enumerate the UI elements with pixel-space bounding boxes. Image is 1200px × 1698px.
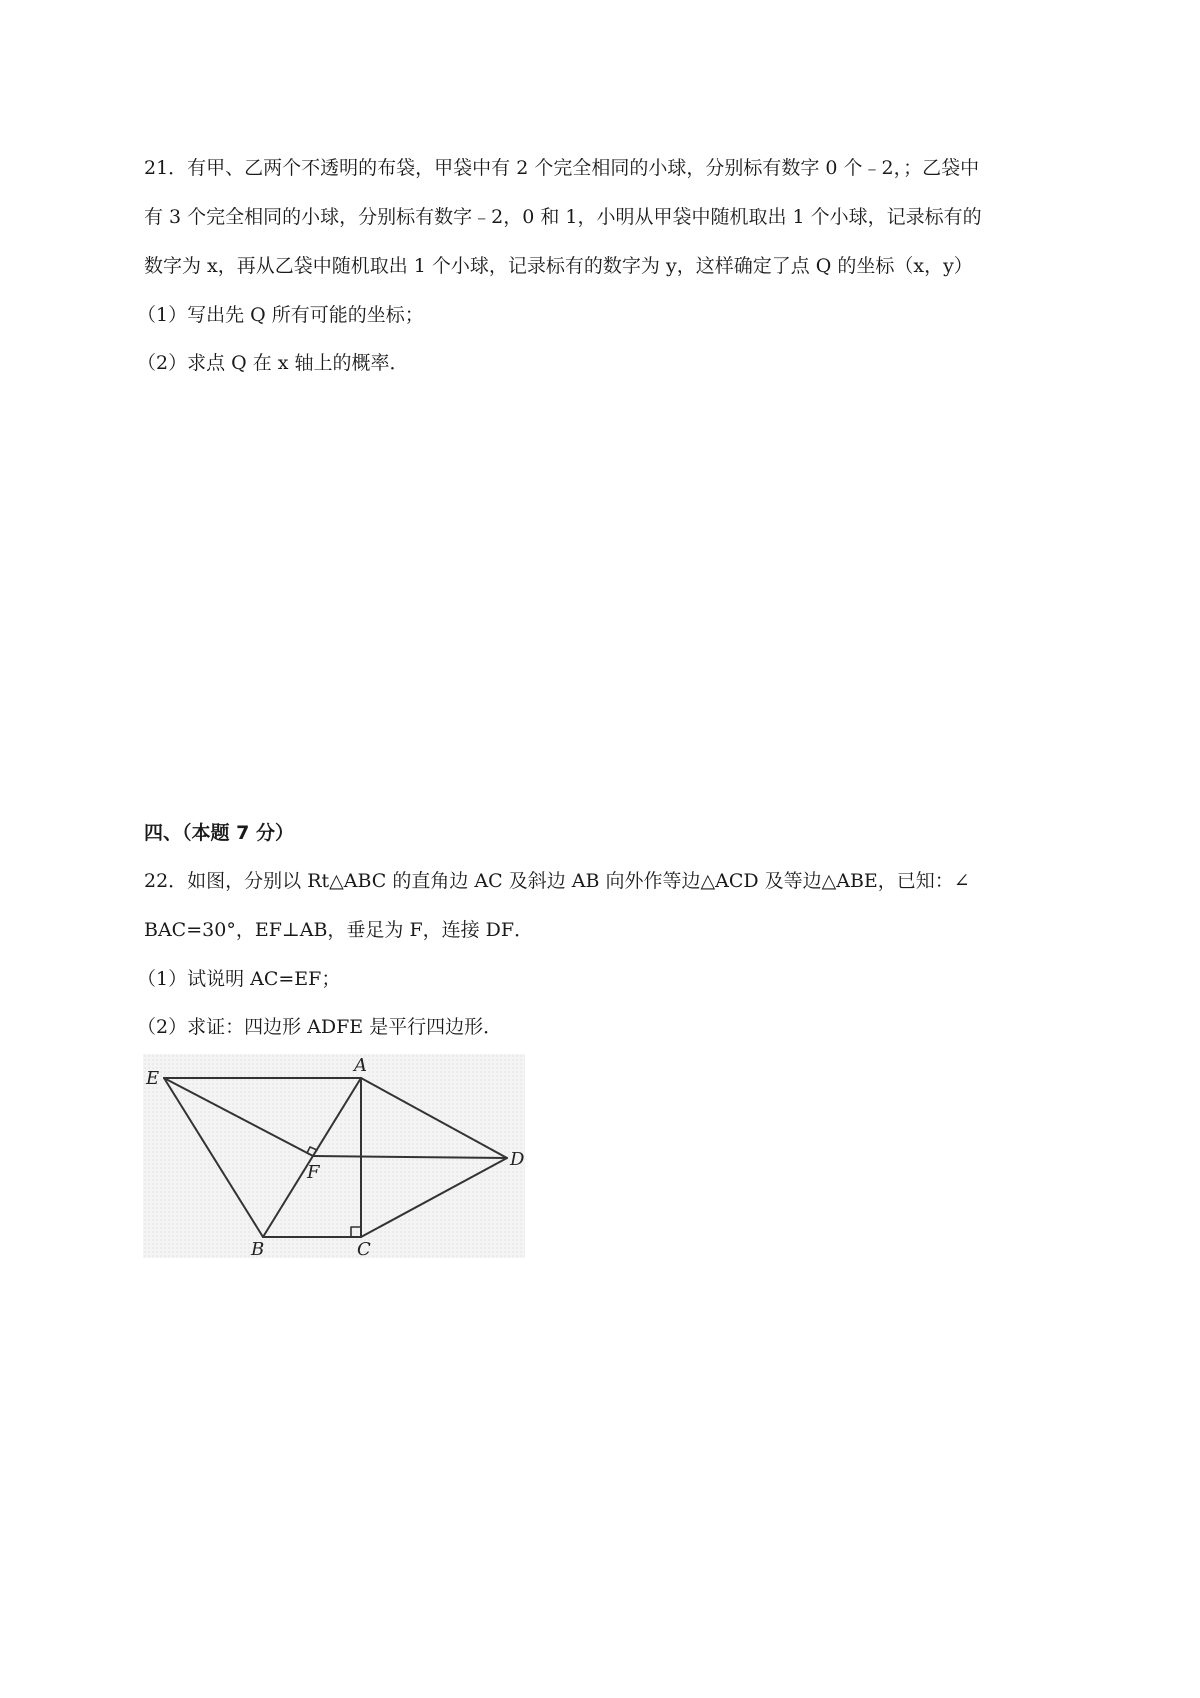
segment-FD xyxy=(313,1156,507,1158)
q22-text-line-1: 22．如图，分别以 Rt△ABC 的直角边 AC 及斜边 AB 向外作等边△ACD 及等边△ABE，已知：∠ xyxy=(144,870,970,892)
right-angle-mark-C xyxy=(351,1227,361,1237)
label-F: F xyxy=(307,1162,320,1183)
q21-part-2: （2）求点 Q 在 x 轴上的概率． xyxy=(137,352,409,374)
q21-text-line-1: 21．有甲、乙两个不透明的布袋，甲袋中有 2 个完全相同的小球，分别标有数字 0 个﹣2，；乙袋中 xyxy=(144,157,980,179)
q21-text-line-3: 数字为 x，再从乙袋中随机取出 1 个小球，记录标有的数字为 y，这样确定了点 Q 的坐标（x，y） xyxy=(144,255,973,277)
q22-part-2: （2）求证：四边形 ADFE 是平行四边形． xyxy=(137,1016,503,1038)
label-D: D xyxy=(510,1149,525,1170)
label-C: C xyxy=(357,1239,371,1258)
label-A: A xyxy=(354,1055,367,1076)
segment-BA xyxy=(263,1078,361,1237)
segment-EF xyxy=(164,1078,313,1156)
geometry-diagram xyxy=(143,1054,525,1258)
q22-part-1: （1）试说明 AC=EF； xyxy=(137,968,341,990)
q22-text-line-2: BAC=30°，EF⊥AB，垂足为 F，连接 DF． xyxy=(144,919,534,941)
label-E: E xyxy=(146,1068,160,1089)
section-4-heading: 四、（本题 7 分） xyxy=(144,822,294,844)
geometry-figure xyxy=(143,1054,525,1258)
label-B: B xyxy=(251,1239,265,1258)
segment-AD xyxy=(361,1078,507,1158)
segment-EB xyxy=(164,1078,263,1237)
segment-DC xyxy=(361,1158,507,1237)
q21-part-1: （1）写出先 Q 所有可能的坐标； xyxy=(137,304,424,326)
q21-text-line-2: 有 3 个完全相同的小球，分别标有数字﹣2，0 和 1，小明从甲袋中随机取出 1 个小球，记录标有的 xyxy=(144,206,982,228)
